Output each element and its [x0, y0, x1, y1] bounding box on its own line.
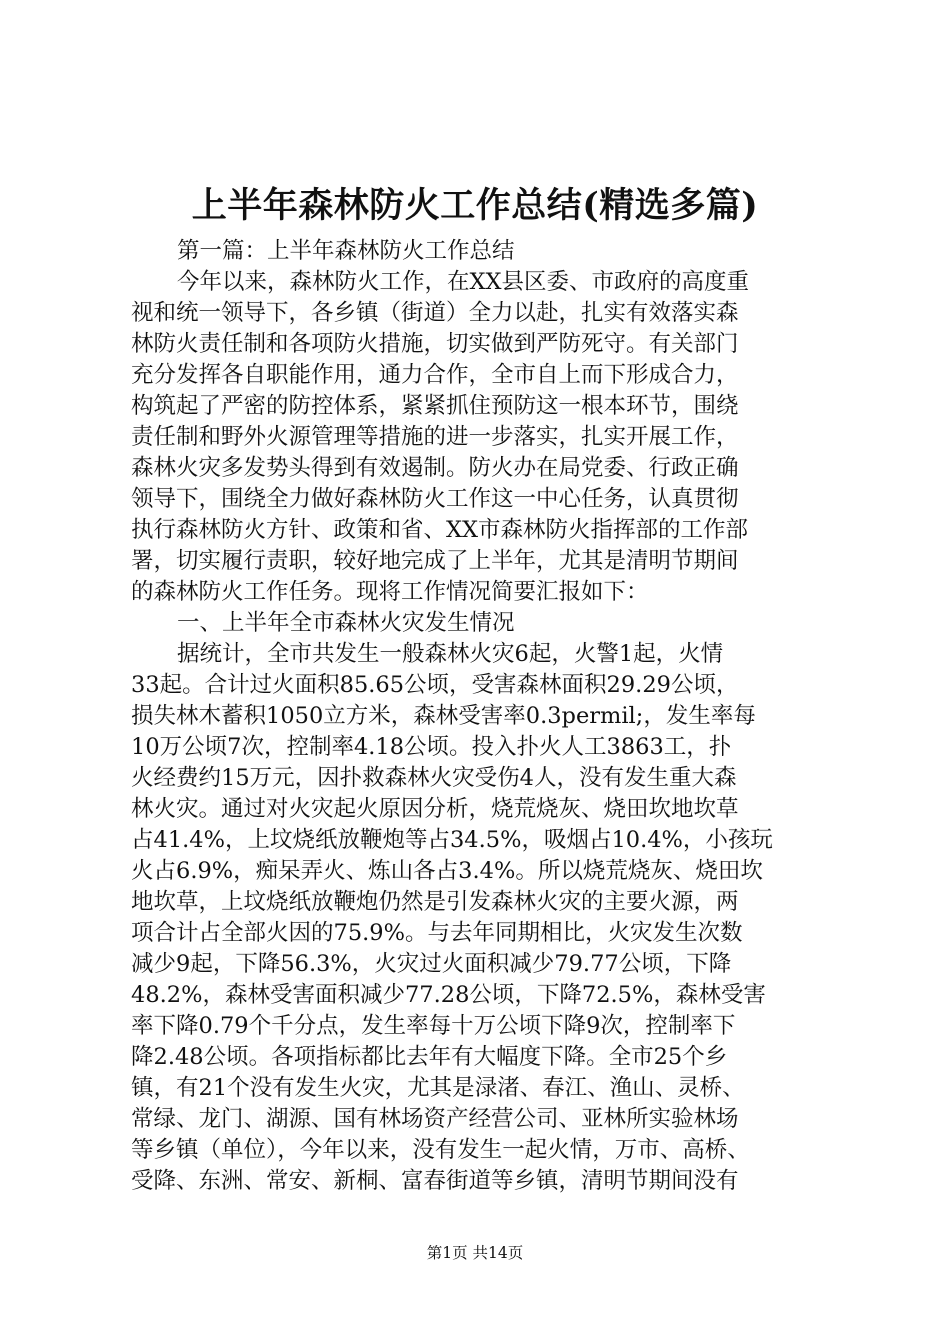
text-line: 48.2%，森林受害面积减少77.28公顷，下降72.5%，森林受害 [131, 982, 766, 1008]
text-line: 一、上半年全市森林火灾发生情况 [177, 610, 515, 636]
text-line: 视和统一领导下，各乡镇（街道）全力以赴，扎实有效落实森 [131, 300, 739, 326]
text-line: 10万公顷7次，控制率4.18公顷。投入扑火人工3863工，扑 [131, 734, 732, 760]
text-line: 地坎草，上坟烧纸放鞭炮仍然是引发森林火灾的主要火源，两 [131, 889, 739, 915]
text-line: 林火灾。通过对火灾起火原因分析，烧荒烧灰、烧田坎地坎草 [131, 796, 739, 822]
document-body [131, 236, 829, 1197]
text-line: 镇，有21个没有发生火灾，尤其是渌渚、春江、渔山、灵桥、 [131, 1075, 745, 1101]
text-line: 森林火灾多发势头得到有效遏制。防火办在局党委、行政正确 [131, 455, 739, 481]
text-line: 领导下，围绕全力做好森林防火工作这一中心任务，认真贯彻 [131, 486, 739, 512]
text-line: 执行森林防火方针、政策和省、XX市森林防火指挥部的工作部 [131, 517, 749, 543]
text-line: 等乡镇（单位），今年以来，没有发生一起火情，万市、高桥、 [131, 1137, 750, 1163]
text-line: 常绿、龙门、湖源、国有林场资产经营公司、亚林所实验林场 [131, 1106, 739, 1132]
document-title: 上半年森林防火工作总结(精选多篇) [191, 185, 759, 226]
text-line: 率下降0.79个千分点，发生率每十万公顷下降9次，控制率下 [131, 1013, 736, 1039]
text-line: 损失林木蓄积1050立方米，森林受害率0.3permil;，发生率每 [131, 703, 756, 729]
page-footer: 第1页 共14页 [426, 1244, 524, 1262]
text-line: 林防火责任制和各项防火措施，切实做到严防死守。有关部门 [131, 331, 739, 357]
text-line: 构筑起了严密的防控体系，紧紧抓住预防这一根本环节，围绕 [131, 393, 739, 419]
text-line: 的森林防火工作任务。现将工作情况简要汇报如下： [131, 579, 649, 605]
text-line: 火占6.9%，痴呆弄火、炼山各占3.4%。所以烧荒烧灰、烧田坎 [131, 858, 763, 884]
text-line: 项合计占全部火因的75.9%。与去年同期相比，火灾发生次数 [131, 920, 743, 946]
text-line: 署，切实履行责职，较好地完成了上半年，尤其是清明节期间 [131, 548, 739, 574]
text-line: 受降、东洲、常安、新桐、富春街道等乡镇，清明节期间没有 [131, 1168, 739, 1194]
text-line: 充分发挥各自职能作用，通力合作，全市自上而下形成合力， [131, 362, 739, 388]
text-line: 第一篇：上半年森林防火工作总结 [177, 238, 515, 264]
text-line: 责任制和野外火源管理等措施的进一步落实，扎实开展工作， [131, 424, 739, 450]
text-line: 33起。合计过火面积85.65公顷，受害森林面积29.29公顷， [131, 672, 739, 698]
text-line: 火经费约15万元，因扑救森林火灾受伤4人，没有发生重大森 [131, 765, 737, 791]
text-line: 据统计，全市共发生一般森林火灾6起，火警1起，火情 [177, 641, 724, 667]
text-line: 占41.4%，上坟烧纸放鞭炮等占34.5%，吸烟占10.4%，小孩玩 [131, 827, 773, 853]
text-line: 降2.48公顷。各项指标都比去年有大幅度下降。全市25个乡 [131, 1044, 728, 1070]
text-line: 今年以来，森林防火工作，在XX县区委、市政府的高度重 [177, 269, 750, 295]
text-line: 减少9起，下降56.3%，火灾过火面积减少79.77公顷，下降 [131, 951, 732, 977]
